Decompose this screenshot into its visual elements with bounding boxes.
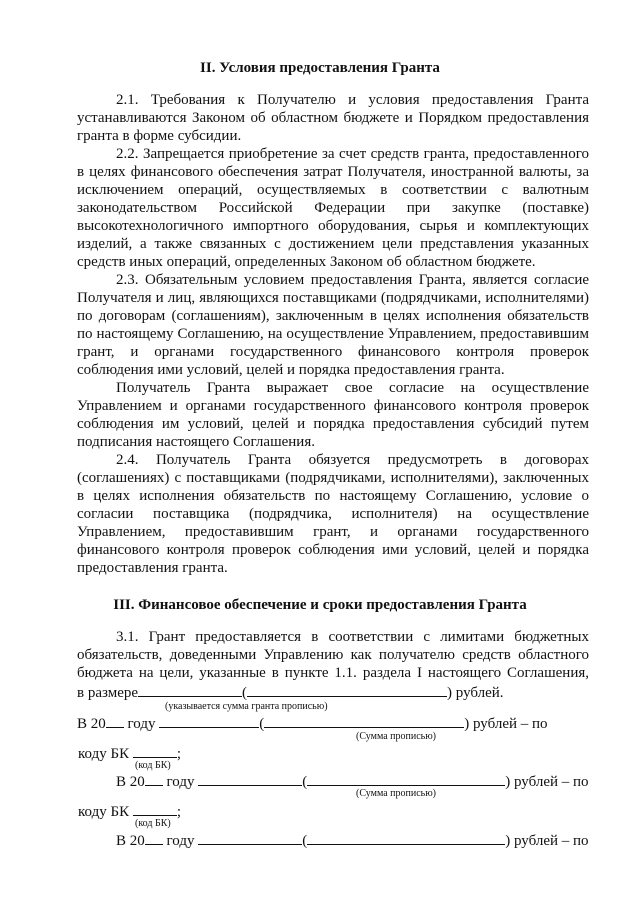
section-2-line: исключением операций, осуществляемых в соответствии с валютным <box>77 182 589 198</box>
sum-caption-2: (Сумма прописью) <box>356 788 436 799</box>
section-2-line: 2.2. Запрещается приобретение за счет средств гранта, предоставленного <box>116 146 589 162</box>
amount-words-field[interactable] <box>247 682 447 697</box>
section-2-heading: II. Условия предоставления Гранта <box>200 60 440 76</box>
year-words-field-3[interactable] <box>307 830 505 845</box>
kbk-field-2[interactable] <box>133 801 177 816</box>
year-amount-field-2[interactable] <box>198 771 302 786</box>
year-words-field-2[interactable] <box>307 771 505 786</box>
section-2-line: законодательством Российской Федерации при закупке (поставке) <box>77 200 589 216</box>
section-2-line: 2.1. Требования к Получателю и условия предоставления Гранта <box>116 92 589 108</box>
amount-caption: (указывается сумма гранта прописью) <box>165 701 328 712</box>
section-2-line: Управлением и органами государственного финансового контроля проверок <box>77 398 589 414</box>
amount-suffix: ) рублей. <box>447 685 504 701</box>
section-2-line: предоставления гранта. <box>77 560 228 576</box>
section-2-line: устанавливаются Законом об областном бюджете и Порядком предоставления <box>77 110 589 126</box>
section-3-line: 3.1. Грант предоставляется в соответствии с лимитами бюджетных <box>116 629 589 645</box>
sum-caption-1: (Сумма прописью) <box>356 731 436 742</box>
section-2-line: (соглашениях) с поставщиками (подрядчиками, исполнителями), заключенных <box>77 470 589 486</box>
amount-number-field[interactable] <box>138 682 242 697</box>
section-2-line: Получателя и лиц, являющихся поставщиками (подрядчиками, исполнителями) <box>77 290 589 306</box>
section-2-line: средств иных операций, определенных Законом об областном бюджете. <box>77 254 536 270</box>
year-line-2: В 20 году ( ) рублей – по <box>116 771 589 791</box>
section-3-heading: III. Финансовое обеспечение и сроки предоставления Гранта <box>113 597 527 613</box>
year-line-1: В 20 году ( ) рублей – по <box>77 713 548 733</box>
kbk-caption-1: (код БК) <box>135 760 171 771</box>
section-2-line: Управлением, предоставившим грант, и органами государственного <box>77 524 589 540</box>
section-2-line: по договорам (соглашениям), заключенным в целях исполнения обязательств <box>77 308 589 324</box>
section-2-line: финансового контроля проверок соблюдения ими условий, целей и порядка <box>77 542 589 558</box>
kbk-line-1: коду БК ; <box>78 743 181 763</box>
section-2-line: гранта в форме субсидии. <box>77 128 242 144</box>
section-2-line: Получатель Гранта выражает свое согласие на осуществление <box>116 380 589 396</box>
section-2-line: изделий, а также связанных с достижением цели представления указанных <box>77 236 589 252</box>
amount-prefix: в размере <box>77 685 139 701</box>
kbk-line-2: коду БК ; <box>78 801 181 821</box>
section-3-line: бюджета на цели, указанные в пункте 1.1. раздела I настоящего Соглашения, <box>77 665 589 681</box>
year-words-field-1[interactable] <box>264 713 464 728</box>
kbk-field-1[interactable] <box>133 743 177 758</box>
section-2-line: грант, и органами государственного финансового контроля проверок <box>77 344 589 360</box>
grant-amount-line: в размере ( ) рублей. <box>77 682 504 702</box>
year-amount-field-1[interactable] <box>159 713 259 728</box>
section-2-line: в целях финансового обеспечения затрат Получателя, иностранной валюты, за <box>77 164 589 180</box>
year-line-3: В 20 году ( ) рублей – по <box>116 830 589 850</box>
year-amount-field-3[interactable] <box>198 830 302 845</box>
year-field-1[interactable] <box>106 713 124 728</box>
section-2-line: соблюдения ими условий, целей и порядка предоставления гранта. <box>77 362 505 378</box>
section-2-line: в целях исполнения обязательств по настоящему Соглашению, условие о <box>77 488 589 504</box>
section-2-line: высокотехнологичного импортного оборудования, сырья и комплектующих <box>77 218 589 234</box>
section-2-line: согласии поставщика (подрядчика, исполнителя) на осуществление <box>77 506 589 522</box>
kbk-caption-2: (код БК) <box>135 818 171 829</box>
year-field-3[interactable] <box>145 830 163 845</box>
section-2-line: 2.3. Обязательным условием предоставления Гранта, является согласие <box>116 272 589 288</box>
section-2-line: соблюдения им условий, целей и порядка предоставления субсидий путем <box>77 416 589 432</box>
section-2-line: подписания настоящего Соглашения. <box>77 434 315 450</box>
section-2-line: 2.4. Получатель Гранта обязуется предусмотреть в договорах <box>116 452 589 468</box>
section-2-line: по настоящему Соглашению, на осуществление Управлением, предоставившим <box>77 326 589 342</box>
section-3-line: обязательств, доведенными Управлению как получателю средств областного <box>77 647 589 663</box>
year-field-2[interactable] <box>145 771 163 786</box>
